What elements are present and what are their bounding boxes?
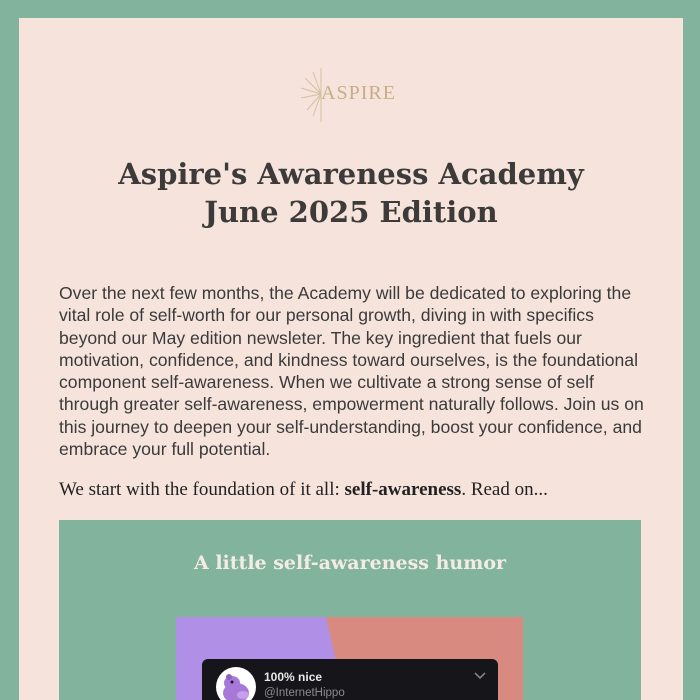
meme-image[interactable] [176,617,523,700]
humor-title: A little self-awareness humor [193,552,507,574]
chevron-down-icon[interactable] [474,672,486,680]
tweet-card [202,659,498,700]
aspire-logo[interactable] [299,64,409,124]
intro-paragraph: Over the next few months, the Academy will be dedicated to exploring the vital role of self-worth for our personal growth, diving in with specifics beyond our May edition newsleter. The key ingredient that fuels our motivation, confidence, and kindness toward ourselves, is the foundational component self-awareness. When we cultivate a strong sense of self through greater self-awareness, empowerment naturally follows. Join us on this journey to deepen your self-understanding, boost your confidence, and embrace your full potential. [59,283,644,460]
hippo-avatar-icon [216,667,256,700]
tweet-author-handle: @InternetHippo [264,687,345,699]
lead-sentence [59,478,659,502]
tweet-author-name: 100% nice [264,670,323,684]
humor-section [59,520,641,700]
lead-suffix: . Read on... [461,479,548,500]
newsletter-card [19,18,683,700]
lead-prefix: We start with the foundation of it all: [59,479,345,500]
logo-text: ASPIRE [321,82,396,104]
lead-emphasis: self-awareness [344,479,462,500]
page-title: Aspire's Awareness Academy [118,157,584,191]
edition-subtitle: June 2025 Edition [204,195,498,229]
